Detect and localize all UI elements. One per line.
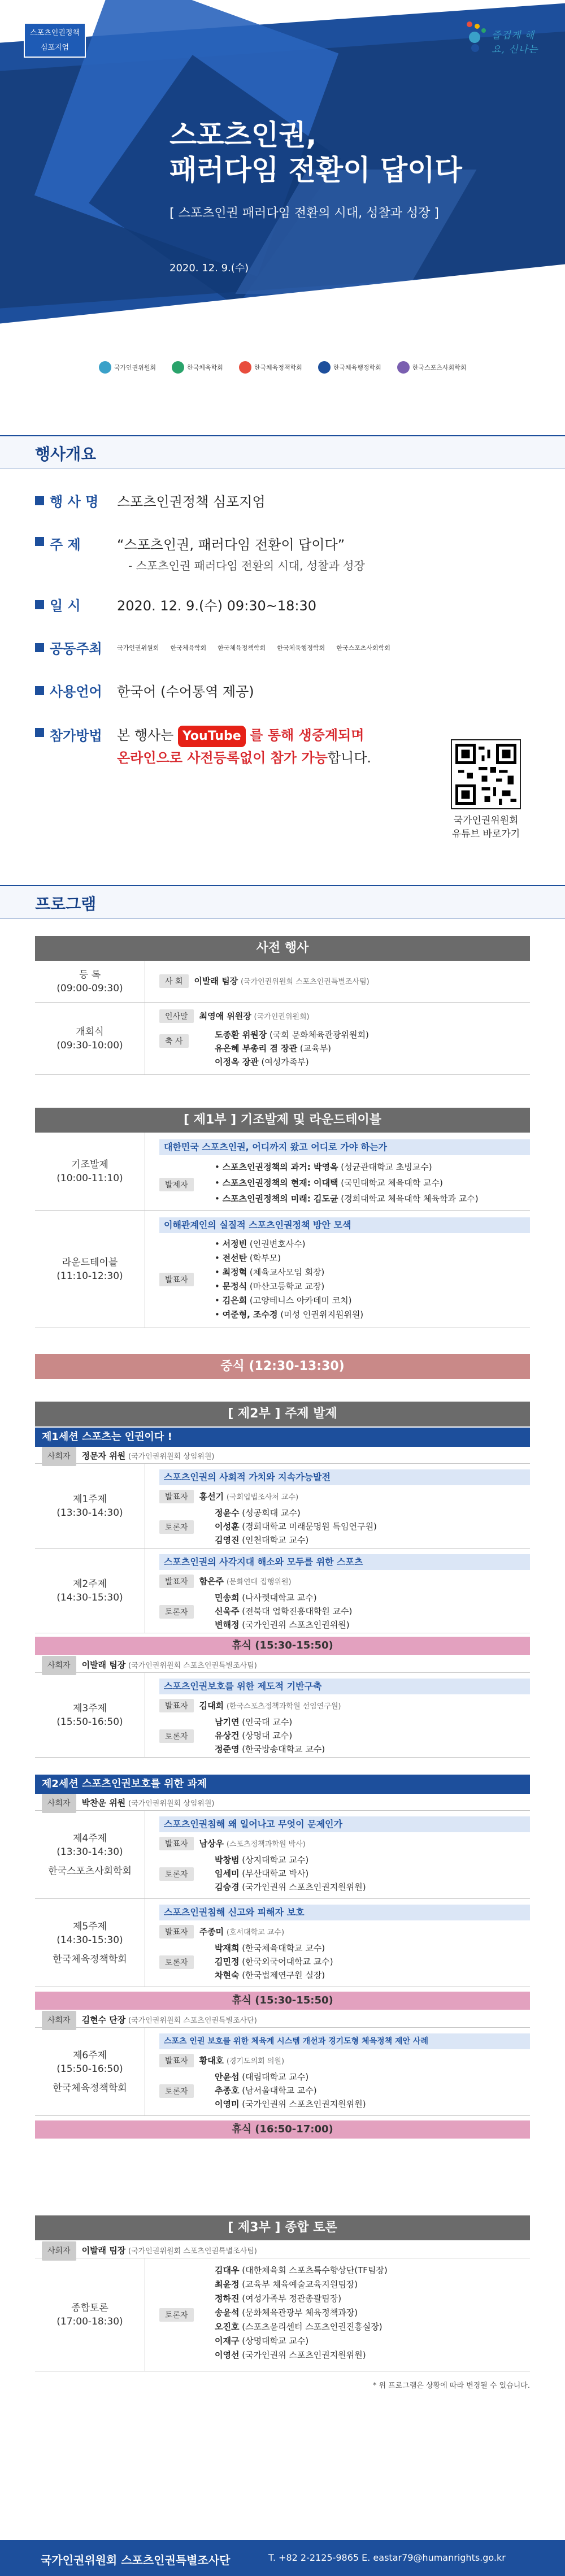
footer-contact: T. +82 2-2125-9865 E. eastar79@humanrights.go.kr	[268, 2552, 506, 2563]
program-note: * 위 프로그램은 상황에 따라 변경될 수 있습니다.	[372, 2382, 530, 2390]
bullet-icon	[35, 686, 44, 695]
part2-band: [ 제2부 ] 주제 발제	[35, 1402, 530, 1426]
part1-band: [ 제1부 ] 기조발제 및 라운드테이블	[35, 1108, 530, 1133]
slogan-text: 즐겁게 해요, 신나는	[492, 30, 538, 55]
sponsor-mark-icon	[172, 361, 184, 374]
topic3-row: 제3주제 (15:50-16:50) 스포츠인권보호를 위한 제도적 기반구축 발표자 김대희 (한국스포츠정책과학원 선임연구원) 토론자 남기연 (인국대 교수) 유상건 (상명대 교수) 정준영 (한국방송대학교 교수)	[35, 1673, 530, 1758]
sponsor-logos	[0, 350, 565, 384]
sponsor-logo: 한국스포츠사회학회	[397, 361, 467, 374]
part3-band: [ 제3부 ] 종합 토론	[35, 2215, 530, 2240]
event-tag-line1: 스포츠인권정책	[30, 29, 80, 37]
hero-subtitle: [ 스포츠인권 패러다임 전환의 시대, 성찰과 성장 ]	[169, 206, 439, 220]
registration-row: 등 록 (09:00-09:30) 사 회 이발래 팀장 (국가인권위원회 스포츠인권특별조사팀)	[35, 961, 530, 1003]
topic1-row: 제1주제 (13:30-14:30) 스포츠인권의 사회적 가치와 지속가능발전 발표자 홍선기 (국회입법조사처 교수) 토론자 정윤수 (성공회대 교수) 이성훈 (경희대학교 미래문명원 특임연구원) 김영진 (인천대학교 교수)	[35, 1464, 530, 1549]
slogan-emblem-icon	[463, 17, 542, 62]
bullet-icon	[35, 728, 44, 737]
topic5-row: 제5주제 (14:30-15:30) 한국체육정책학회 스포츠인권침해 신고와 피해자 보호 발표자 주종미 (호서대학교 교수) 토론자 박재희 (한국체육대학교 교수) 김민정 (한국외국어대학교 교수) 차현숙 (한국법제연구원 실장)	[35, 1899, 530, 1987]
sponsor-mark-icon	[99, 361, 111, 374]
overview-host-row: 공동주최 국가인권위원회 한국체육학회 한국체육정책학회 한국체육행정학회 한국스포츠사회학회	[35, 638, 538, 657]
overview-heading: 행사개요	[35, 445, 97, 463]
topic2-row: 제2주제 (14:30-15:30) 스포츠인권의 사각지대 해소와 모두를 위한 스포츠 발표자 함은주 (문화연대 집행위원) 토론자 민송희 (나사렛대학교 교수) 신욱주 (전북대 업학진흥대학원 교수) 변해정 (국가인권위 스포츠인권위원)	[35, 1549, 530, 1633]
session1-chair: 사회자 정문자 위원 (국가인권위원회 상임위원)	[35, 1447, 530, 1464]
break2-band: 휴식 (15:30-15:50)	[35, 1992, 530, 2010]
youtube-logo-icon[interactable]: YouTube	[178, 726, 246, 747]
sponsor-logo: 국가인권위원회	[99, 361, 156, 374]
overview-join-row: 참가방법 본 행사는 YouTube 를 통해 생중계되며 온라인으로 사전등록없이 참가 가능합니다.	[35, 725, 442, 769]
lunch-band: 중식 (12:30-13:30)	[35, 1354, 530, 1379]
event-tag	[24, 23, 86, 58]
part3-chair: 사회자 이발래 팀장 (국가인권위원회 스포츠인권특별조사팀)	[35, 2241, 530, 2258]
sponsor-mark-icon	[318, 361, 331, 374]
keynote-row: 기조발제 (10:00-11:10) 대한민국 스포츠인권, 어디까지 왔고 어디로 가야 하는가 발제자 • 스포츠인권정책의 과거: 박영옥 (성균관대학교 초빙교수) • 스포츠인권정책의 현재: 이대택 (국민대학교 체육대학 교수) • 스포츠인권정책의 미래: 김도균 (경희대학교 체육대학 체육학과 교수)	[35, 1133, 530, 1211]
bullet-icon	[35, 537, 44, 546]
overview-header	[0, 435, 565, 469]
overview-theme-row: 주 제 “스포츠인권, 패러다임 전환이 답이다” - 스포츠인권 패러다임 전환의 시대, 성찰과 성장	[35, 534, 538, 573]
qr-caption: 국가인권위원회 유튜브 바로가기	[451, 815, 520, 840]
pre-event-band: 사전 행사	[35, 936, 530, 961]
topic4-row: 제4주제 (13:30-14:30) 한국스포츠사회학회 스포츠인권침해 왜 일어나고 무엇이 문제인가 발표자 남상우 (스포츠정책과학원 박사) 토론자 박창범 (상지대학교 교수) 임세미 (부산대학교 박사) 김승경 (국가인권위 스포츠인권지원위원)	[35, 1811, 530, 1899]
overview-name-row: 행 사 명 스포츠인권정책 심포지엄	[35, 491, 538, 510]
overview-language-row: 사용언어 한국어 (수어통역 제공)	[35, 680, 538, 700]
session1-title: 제1세션 스포츠는 인권이다 !	[35, 1428, 530, 1447]
hero-title	[169, 118, 462, 188]
opening-row: 개회식 (09:30-10:00) 인사말 최영애 위원장 (국가인권위원회) 축 사 도종환 위원장 (국회 문화체육관광위원회) 유은혜 부총리 겸 장관 (교육부) 이정옥 장관 (여성가족부)	[35, 1003, 530, 1075]
overview-date-row: 일 시 2020. 12. 9.(수) 09:30~18:30	[35, 595, 538, 614]
break1-band: 휴식 (15:30-15:50)	[35, 1637, 530, 1655]
hero-title-line1: 스포츠인권,	[169, 119, 317, 151]
bullet-icon	[35, 643, 44, 652]
sponsor-logo: 한국체육행정학회	[318, 361, 381, 374]
topic6-chair: 사회자 김현수 단장 (국가인권위원회 스포츠인권특별조사단)	[35, 2011, 530, 2028]
topic3-chair: 사회자 이발래 팀장 (국가인권위원회 스포츠인권특별조사팀)	[35, 1656, 530, 1673]
hero-title-line2: 패러다임 전환이 답이다	[169, 154, 462, 187]
hero-date: 2020. 12. 9.(수)	[169, 262, 249, 274]
final-discussion-row: 종합토론 (17:00-18:30) 토론자 김대우 (대한체육회 스포츠특수향상단(TF팀장) 최윤정 (교육부 체육예술교육지원팀장) 정하진 (여성가족부 정관총괄팀장) 송윤석 (문화체육관광부 체육정책과장) 오진호 (스포츠윤리센터 스포츠인권진흥실장) 이재구 (상명대학교 교수) 이영선 (국가인권위 스포츠인권지원위원)	[35, 2258, 530, 2371]
bullet-icon	[35, 600, 44, 609]
event-tag-line2: 심포지엄	[40, 44, 69, 52]
break3-band: 휴식 (16:50-17:00)	[35, 2120, 530, 2139]
sponsor-mark-icon	[239, 361, 251, 374]
topic6-row: 제6주제 (15:50-16:50) 한국체육정책학회 스포츠 인권 보호를 위한 체육계 시스템 개선과 경기도형 체육정책 제안 사례 발표자 황대호 (경기도의회 의원) 토론자 안윤섭 (대림대학교 교수) 추종호 (남서울대학교 교수) 이영미 (국가인권위 스포츠인권지원위원)	[35, 2028, 530, 2116]
program-heading: 프로그램	[35, 895, 97, 913]
qr-code-icon[interactable]	[452, 740, 520, 808]
footer	[0, 2540, 565, 2576]
session2-title: 제2세션 스포츠인권보호를 위한 과제	[35, 1775, 530, 1794]
session2-chair: 사회자 박찬운 위원 (국가인권위원회 상임위원)	[35, 1794, 530, 1811]
footer-org: 국가인권위원회 스포츠인권특별조사단	[41, 2553, 231, 2567]
sponsor-logo: 한국체육학회	[172, 361, 223, 374]
sponsor-logo: 한국체육정책학회	[239, 361, 302, 374]
roundtable-row: 라운드테이블 (11:10-12:30) 이해관계인의 실질적 스포츠인권정책 방안 모색 발표자 • 서정빈 (인권변호사수) • 전선탄 (학부모) • 최정혁 (체육교사모임 회장) • 문정식 (마산고등학교 교장) • 김은희 (고양테니스 아카데미 코치) • 여준형, 조수경 (미성 인권위지원위원)	[35, 1211, 530, 1328]
bullet-icon	[35, 496, 44, 505]
sponsor-mark-icon	[397, 361, 410, 374]
program-header	[0, 885, 565, 919]
